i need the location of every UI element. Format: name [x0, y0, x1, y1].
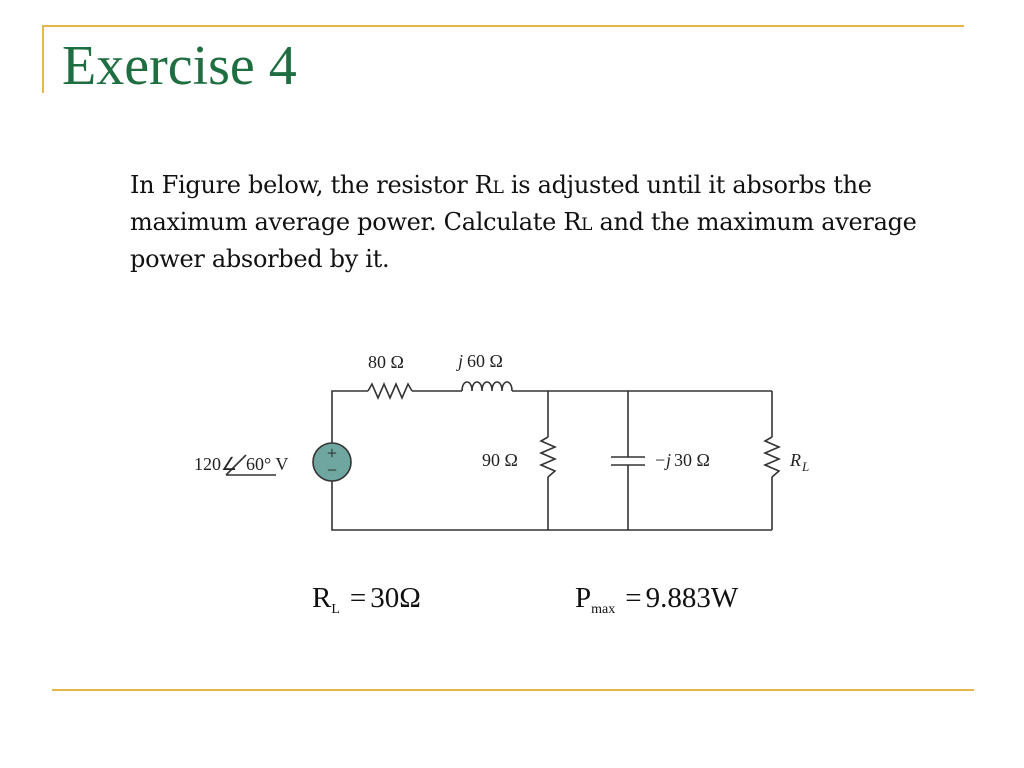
result-rl-equals: = — [349, 582, 367, 614]
capacitor-label-value: 30 Ω — [674, 450, 710, 470]
load-resistor-label-sub: L — [802, 459, 810, 474]
slide-title: Exercise 4 — [62, 35, 297, 97]
inductor-coil — [462, 382, 512, 391]
result-pmax-symbol: P — [575, 582, 592, 614]
source-label-angle: 60° V — [246, 454, 289, 474]
statement-subscript-2: L — [581, 215, 593, 235]
result-pmax-subscript: max — [591, 602, 616, 617]
resistor-80-label: 80 Ω — [368, 352, 404, 372]
source-minus: − — [326, 460, 338, 480]
statement-part-2: is adjusted until it absorbs the maximum average power. Calculate R — [130, 171, 872, 236]
result-rl-subscript: L — [331, 602, 340, 617]
result-rl-symbol: R — [312, 582, 332, 614]
source-plus: + — [326, 443, 338, 463]
load-resistor-label-r: R — [790, 450, 801, 470]
footer-line — [52, 689, 974, 691]
statement-part-1: In Figure below, the resistor R — [130, 171, 493, 199]
result-pmax — [575, 582, 738, 615]
problem-statement — [130, 168, 920, 276]
inductor-label-j: j — [458, 351, 464, 371]
result-rl — [312, 582, 421, 615]
resistor-80-zigzag — [368, 384, 412, 398]
capacitor-label-minus: − — [655, 450, 666, 470]
frame-left-line — [42, 25, 44, 93]
statement-part-3: and the maximum average power absorbed by it. — [130, 208, 917, 273]
result-rl-value: 30Ω — [370, 582, 421, 614]
capacitor-label-j: j — [666, 450, 672, 470]
wire-bottom — [332, 480, 772, 530]
result-pmax-value: 9.883W — [645, 582, 739, 614]
source-label-magnitude: 120∠ — [194, 454, 238, 474]
statement-subscript-1: L — [492, 178, 504, 198]
resistor-rl-zigzag — [765, 437, 779, 477]
circuit-svg — [180, 335, 860, 550]
result-pmax-equals: = — [625, 582, 642, 614]
resistor-90-zigzag — [541, 437, 555, 477]
inductor-label-value: 60 Ω — [467, 351, 503, 371]
resistor-90-label: 90 Ω — [482, 450, 518, 470]
circuit-diagram — [180, 335, 860, 550]
frame-top-line — [42, 25, 964, 27]
